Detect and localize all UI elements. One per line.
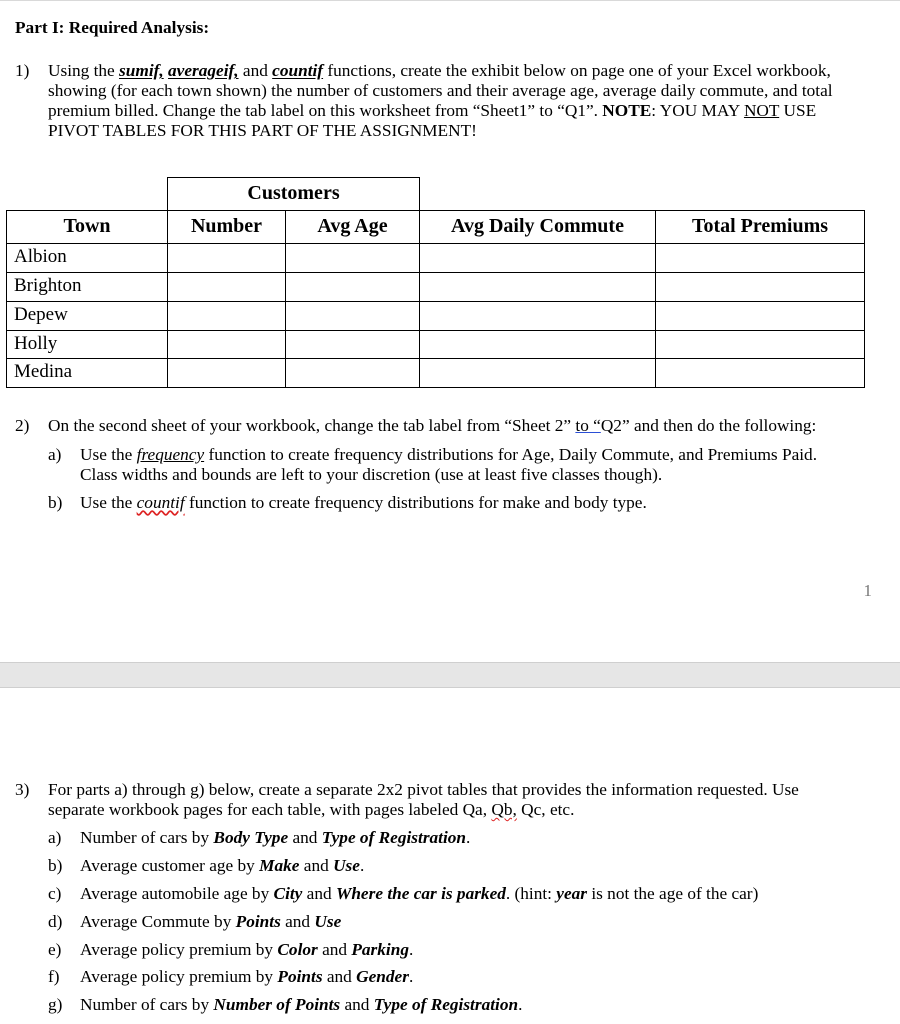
item-text: . (408, 967, 414, 986)
q1-text: Using the (48, 61, 120, 80)
q3-item-label: g) (48, 995, 63, 1014)
note-label: NOTE (602, 101, 652, 120)
col-header-avg-daily-commute: Avg Daily Commute (419, 210, 656, 244)
q2-to-text: to “ (575, 416, 601, 435)
total-premiums-cell (655, 301, 865, 331)
col-header-number: Number (167, 210, 286, 244)
frequency-function: frequency (136, 445, 205, 464)
q1-text: and (238, 61, 273, 80)
q1-line-3 (48, 101, 816, 121)
emphasized-term: Type of Registration (321, 828, 467, 847)
q3-item-label: a) (48, 828, 62, 847)
col-header-total-premiums: Total Premiums (655, 210, 865, 244)
q2-number: 2) (15, 416, 30, 435)
list-item (80, 940, 413, 960)
emphasized-term: Points (235, 912, 281, 931)
emphasized-term: Make (259, 856, 300, 875)
item-text: . (hint: (505, 884, 557, 903)
item-text: is not the age of the car) (587, 884, 759, 903)
page-number: 1 (863, 581, 872, 600)
number-cell (167, 330, 286, 359)
q1-line-4: PIVOT TABLES FOR THIS PART OF THE ASSIGNMENT! (48, 121, 477, 140)
town-cell: Depew (6, 301, 168, 331)
avg-commute-cell (419, 243, 656, 273)
town-cell: Medina (6, 358, 168, 388)
customers-group-header: Customers (167, 177, 420, 211)
q3-item-label: e) (48, 940, 62, 959)
q3-line-2 (48, 800, 574, 820)
countif-function: countif (136, 493, 185, 512)
item-text: and (302, 884, 336, 903)
item-text: and (340, 995, 374, 1014)
emphasized-term: Color (277, 940, 318, 959)
q2b-text: Use the (80, 493, 137, 512)
q1-number: 1) (15, 61, 30, 80)
avg-age-cell (285, 243, 420, 273)
number-cell (167, 358, 286, 388)
emphasized-term: Gender (356, 967, 409, 986)
countif-function: countif (272, 61, 324, 80)
emphasized-term: Where the car is parked (335, 884, 506, 903)
q1-text: : YOU MAY (651, 101, 744, 120)
q1-line-1 (48, 61, 831, 81)
item-text: . (466, 828, 471, 847)
sumif-function: sumif, (119, 61, 164, 80)
emphasized-term: year (556, 884, 588, 903)
emphasized-term: City (273, 884, 303, 903)
q2b-line (80, 493, 647, 513)
document-page-2 (0, 688, 900, 1024)
emphasized-term: Use (333, 856, 360, 875)
q1-text: premium billed. Change the tab label on this worksheet from “Sheet1” to “Q1”. (48, 101, 603, 120)
emphasized-term: Points (277, 967, 323, 986)
list-item (80, 884, 758, 904)
emphasized-term: Parking (351, 940, 409, 959)
qb-text: Qb, (491, 800, 517, 819)
avg-age-cell (285, 358, 420, 388)
q2a-label: a) (48, 445, 62, 464)
total-premiums-cell (655, 330, 865, 359)
item-text: Average customer age by (80, 856, 260, 875)
total-premiums-cell (655, 243, 865, 273)
item-text: Number of cars by (80, 995, 214, 1014)
list-item (80, 912, 341, 932)
list-item (80, 828, 470, 848)
col-header-avg-age: Avg Age (285, 210, 420, 244)
q2-text: Q2” and then do the following: (600, 416, 817, 435)
emphasized-term: Body Type (213, 828, 289, 847)
q3-number: 3) (15, 780, 30, 799)
avg-commute-cell (419, 301, 656, 331)
q2b-text: function to create frequency distributions for make and body type. (184, 493, 647, 512)
list-item (80, 995, 522, 1015)
town-cell: Holly (6, 330, 168, 359)
item-text: . (518, 995, 523, 1014)
q3-line-1: For parts a) through g) below, create a separate 2x2 pivot tables that provides the information requested. Use (48, 780, 799, 799)
q2a-line-2: Class widths and bounds are left to your discretion (use at least five classes though). (80, 465, 663, 484)
list-item (80, 967, 413, 987)
q2a-text: Use the (80, 445, 137, 464)
number-cell (167, 301, 286, 331)
item-text: Average automobile age by (80, 884, 274, 903)
number-cell (167, 243, 286, 273)
q3-item-label: d) (48, 912, 63, 931)
item-text: and (322, 967, 357, 986)
total-premiums-cell (655, 272, 865, 302)
q3-item-label: c) (48, 884, 62, 903)
part-title: Part I: Required Analysis: (15, 18, 210, 37)
q2a-text: function to create frequency distributions for Age, Daily Commute, and Premiums Paid. (204, 445, 818, 464)
q3-item-label: b) (48, 856, 63, 875)
emphasized-term: Type of Registration (373, 995, 519, 1014)
item-text: and (288, 828, 322, 847)
not-emphasis: NOT (743, 101, 780, 120)
emphasized-term: Number of Points (213, 995, 341, 1014)
item-text: Average policy premium by (80, 967, 278, 986)
town-cell: Albion (6, 243, 168, 273)
number-cell (167, 272, 286, 302)
total-premiums-cell (655, 358, 865, 388)
list-item (80, 856, 364, 876)
item-text: . (408, 940, 414, 959)
q3-text: Qc, etc. (516, 800, 575, 819)
q1-line-2: showing (for each town shown) the number of customers and their average age, average daily commute, and total (48, 81, 833, 100)
item-text: and (299, 856, 334, 875)
q2b-label: b) (48, 493, 63, 512)
item-text: Average policy premium by (80, 940, 278, 959)
emphasized-term: Use (314, 912, 342, 931)
item-text: Average Commute by (80, 912, 236, 931)
avg-commute-cell (419, 272, 656, 302)
item-text: and (280, 912, 315, 931)
avg-age-cell (285, 330, 420, 359)
item-text: . (359, 856, 365, 875)
q2-line-1 (48, 416, 816, 436)
item-text: Number of cars by (80, 828, 214, 847)
avg-age-cell (285, 301, 420, 331)
page-break-gap (0, 662, 900, 688)
town-cell: Brighton (6, 272, 168, 302)
q2a-line-1 (80, 445, 817, 465)
item-text: and (317, 940, 352, 959)
q3-text: separate workbook pages for each table, with pages labeled Qa, (48, 800, 492, 819)
averageif-function: averageif, (168, 61, 239, 80)
q3-item-label: f) (48, 967, 60, 986)
q2-text: On the second sheet of your workbook, change the tab label from “Sheet 2” (48, 416, 576, 435)
col-header-town: Town (6, 210, 168, 244)
avg-commute-cell (419, 330, 656, 359)
avg-age-cell (285, 272, 420, 302)
q1-text: functions, create the exhibit below on page one of your Excel workbook, (323, 61, 831, 80)
q1-text: USE (779, 101, 817, 120)
avg-commute-cell (419, 358, 656, 388)
